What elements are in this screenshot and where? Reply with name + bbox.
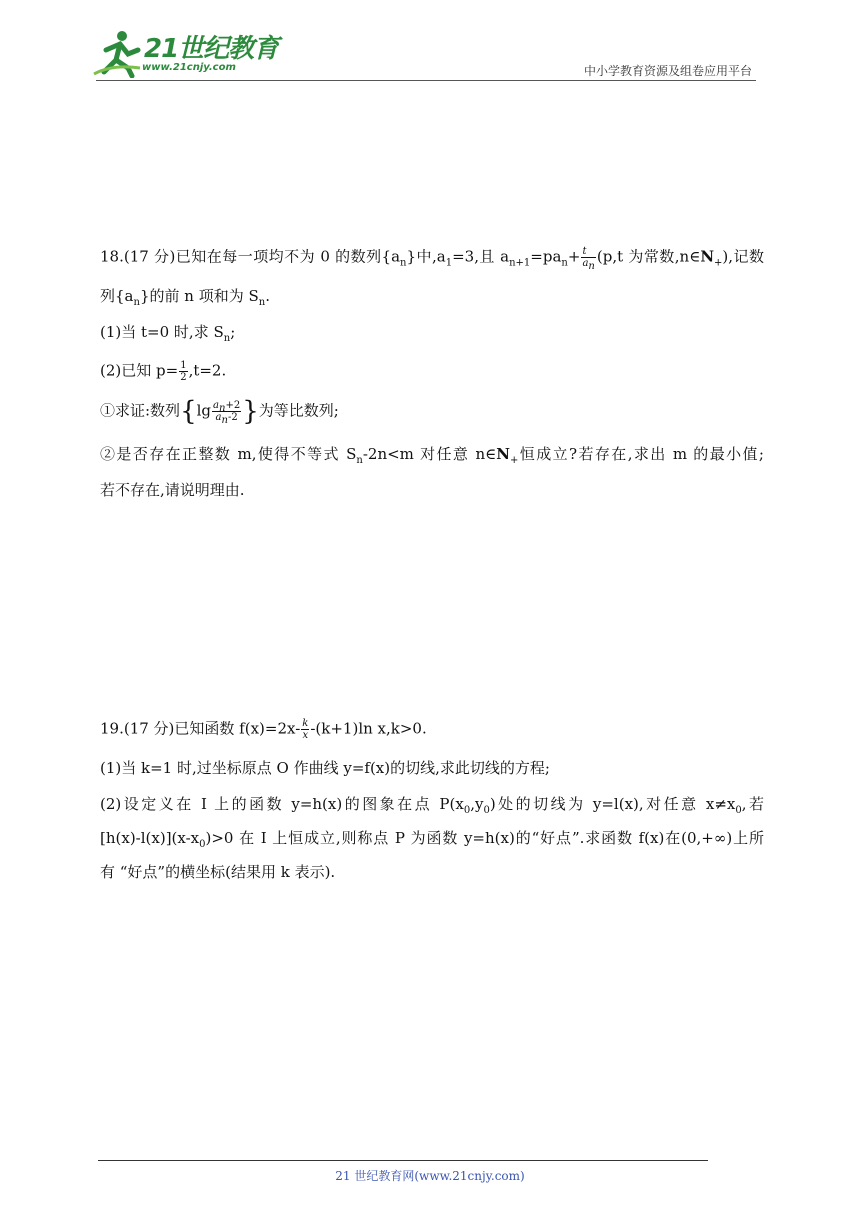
q18-part-2-ii: ②是否存在正整数 m,使得不等式 $S_n-2n<m$ 对任意 $n\in N_+$恒成立?若存在,求出 m 的最小值; [100,445,764,466]
q18-line-1: 18.(17 分)已知在每一项均不为 0 的数列$\{a_n\}$中$,a_1=3$,且 $a_{n+1}=pa_n+$ $\frac{t}{a_n}$ (p,t 为常数$,n\in N_+$),记数 [100,246,764,272]
logo-text: 21世纪教育 [144,34,279,64]
q18-part-1: (1)当 t=0 时,求 $S_n$; [100,323,236,344]
q18-part-2: (2)已知 p= $\frac{1}{2}$ ,t=2. [100,360,227,383]
q18-line-2: 列$\{a_n\}$的前 n 项和为 $S_n$. [100,287,270,308]
page-header [0,0,860,90]
logo-url: www.21cnjy.com [142,62,236,73]
header-divider [96,80,756,81]
q18-part-2-i: ①求证:数列{lg $\frac{a_n+2}{a_n-2}$ }为等比数列; [100,396,339,427]
footer-text: 21 世纪教育网(www.21cnjy.com) [335,1169,525,1183]
runner-logo-icon [92,28,142,78]
q18-part-2-ii-cont: 若不存在,请说明理由. [100,481,245,499]
header-tagline: 中小学教育资源及组卷应用平台 [583,64,752,78]
site-logo [92,28,282,80]
fraction-k-over-x: $\frac{k}{x}$ [302,718,309,741]
q19-line-1: 19.(17 分)已知函数 f(x)=2x- $\frac{k}{x}$ -(k+1)ln x,k>0. [100,718,427,741]
footer-divider [98,1160,708,1161]
fraction-t-over-an: $\frac{t}{a_n}$ [582,246,595,272]
fraction-lg-ratio: $\frac{a_n+2}{a_n-2}$ [213,400,241,426]
q19-part-2-cont: $[h(x)-l(x)](x-x_0)>0$ 在 I 上恒成立,则称点 P 为函数 y=h(x)的“好点”.求函数 f(x)在(0,+∞)上所 [100,829,764,850]
q19-part-1: (1)当 k=1 时,过坐标原点 O 作曲线 y=f(x)的切线,求此切线的方程; [100,759,550,777]
q19-part-2: (2)设定义在 I 上的函数 y=h(x)的图象在点 $P(x_0,y_0)$处的切线为 y=l(x),对任意 $x\ne x_0$,若 [100,795,764,816]
q19-part-2-end: 有 “好点”的横坐标(结果用 k 表示). [100,863,336,881]
fraction-one-half: $\frac{1}{2}$ [180,360,187,383]
